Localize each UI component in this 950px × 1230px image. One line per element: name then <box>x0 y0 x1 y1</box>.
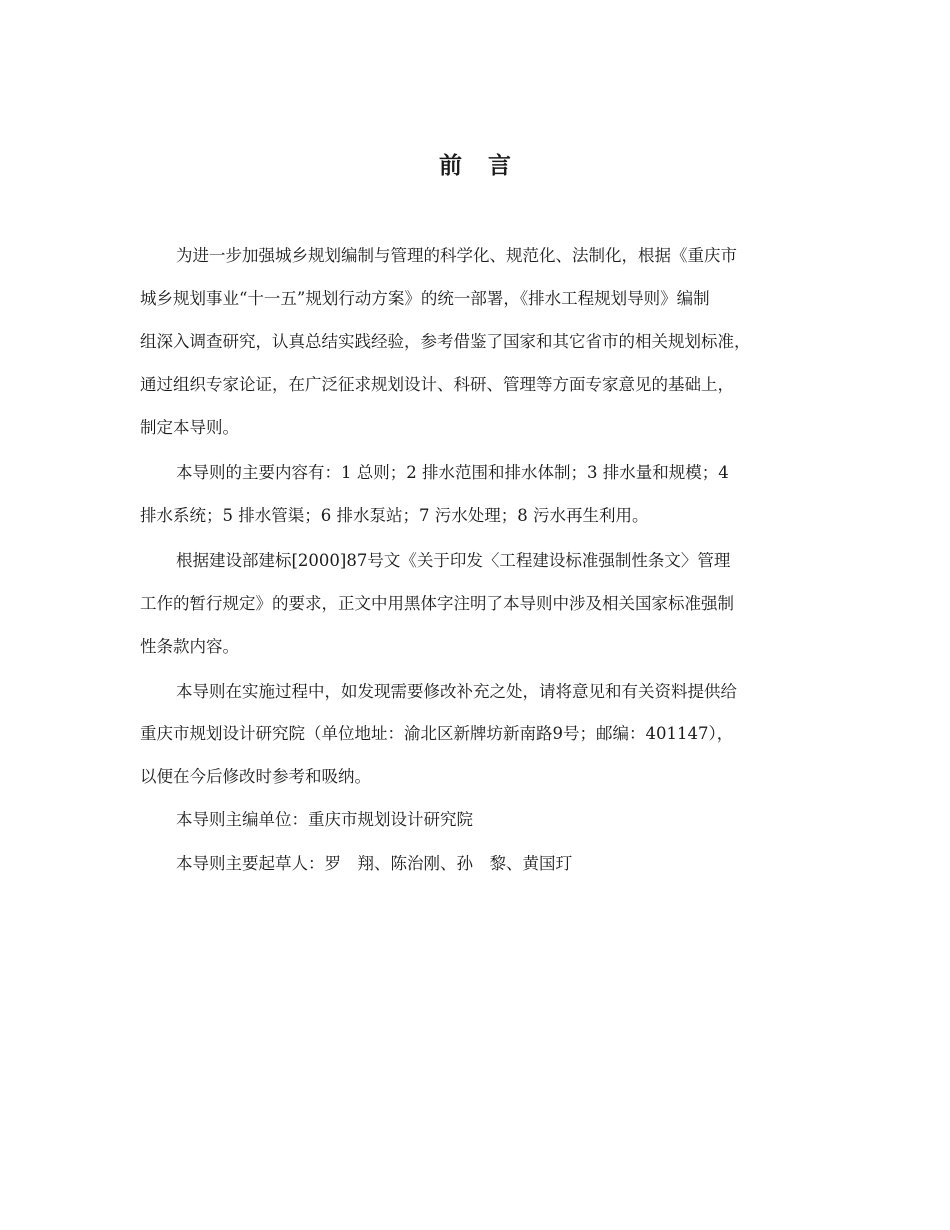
drafters-line: 本导则主要起草人：罗 翔、陈治刚、孙 黎、黄国玎 <box>176 854 572 873</box>
page-title <box>0 150 950 182</box>
paragraph-3-line-3: 性条款内容。 <box>140 637 239 656</box>
paragraph-1-line-2: 城乡规划事业“十一五”规划行动方案》的统一部署，《排水工程规划导则》编制 <box>140 289 710 308</box>
title-part-2: 言 <box>488 153 511 179</box>
paragraph-2-line-1: 本导则的主要内容有：1 总则；2 排水范围和排水体制；3 排水量和规模；4 <box>176 463 729 482</box>
paragraph-1-line-4: 通过组织专家论证，在广泛征求规划设计、科研、管理等方面专家意见的基础上， <box>140 375 734 394</box>
title-part-1: 前 <box>439 153 462 179</box>
paragraph-3-line-1: 根据建设部建标[2000]87号文《关于印发〈工程建设标准强制性条文〉管理 <box>176 551 731 570</box>
paragraph-4-line-2: 重庆市规划设计研究院（单位地址：渝北区新牌坊新南路9号；邮编：401147）， <box>140 724 734 743</box>
paragraph-1-line-1: 为进一步加强城乡规划编制与管理的科学化、规范化、法制化，根据《重庆市 <box>176 246 737 265</box>
paragraph-1-line-3: 组深入调查研究，认真总结实践经验，参考借鉴了国家和其它省市的相关规划标准， <box>140 332 751 351</box>
paragraph-3-line-2: 工作的暂行规定》的要求，正文中用黑体字注明了本导则中涉及相关国家标准强制 <box>140 594 734 613</box>
paragraph-4-line-1: 本导则在实施过程中，如发现需要修改补充之处，请将意见和有关资料提供给 <box>176 682 737 701</box>
paragraph-1-line-5: 制定本导则。 <box>140 418 239 437</box>
paragraph-2-line-2: 排水系统；5 排水管渠；6 排水泵站；7 污水处理；8 污水再生利用。 <box>140 506 649 525</box>
paragraph-4-line-3: 以便在今后修改时参考和吸纳。 <box>140 767 371 786</box>
editor-unit-line: 本导则主编单位：重庆市规划设计研究院 <box>176 810 473 829</box>
